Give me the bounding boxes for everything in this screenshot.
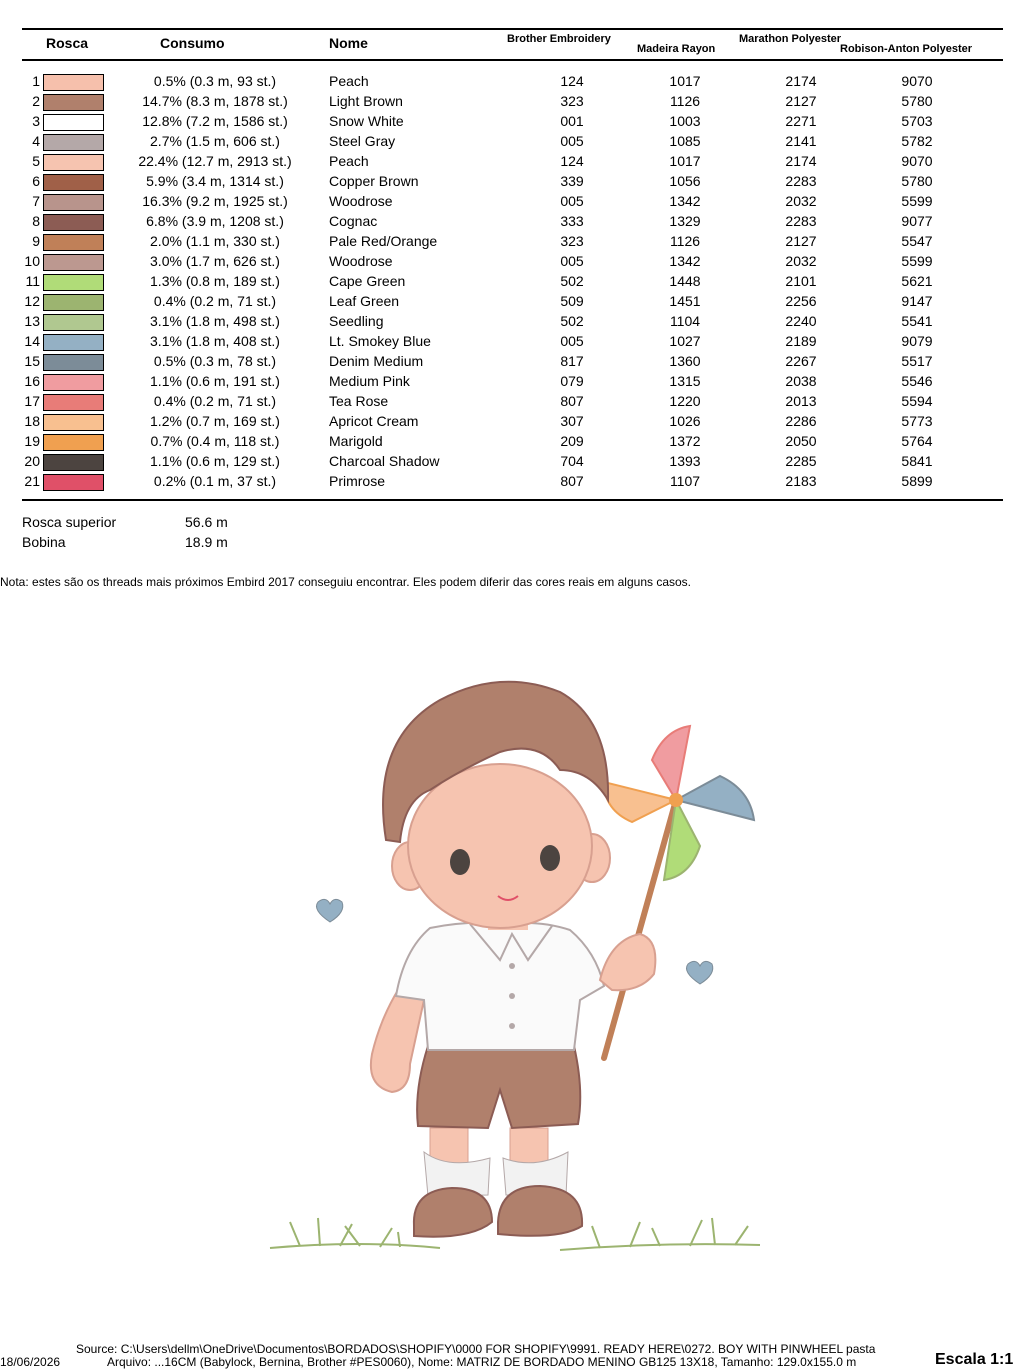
thread-name: Seedling	[329, 313, 384, 329]
thread-number: 20	[24, 453, 40, 469]
thread-robison: 5599	[901, 193, 933, 209]
thread-number: 8	[32, 213, 40, 229]
thread-name: Peach	[329, 73, 369, 89]
thread-number: 9	[32, 233, 40, 249]
header-consumo: Consumo	[160, 35, 225, 51]
right-shoe	[498, 1186, 582, 1236]
thread-marathon: 2240	[785, 313, 817, 329]
thread-number: 17	[24, 393, 40, 409]
thread-number: 4	[32, 133, 40, 149]
thread-robison: 9077	[901, 213, 933, 229]
thread-robison: 9079	[901, 333, 933, 349]
thread-consumo: 1.2% (0.7 m, 169 st.)	[150, 413, 280, 429]
thread-name: Tea Rose	[329, 393, 389, 409]
thread-marathon: 2141	[785, 133, 817, 149]
pinwheel-blade-green	[664, 800, 700, 880]
thread-consumo: 2.7% (1.5 m, 606 st.)	[150, 133, 280, 149]
thread-brother: 323	[560, 233, 584, 249]
thread-brother: 209	[560, 433, 584, 449]
thread-robison: 5780	[901, 173, 933, 189]
thread-madeira: 1003	[669, 113, 701, 129]
thread-brother: 124	[560, 73, 584, 89]
thread-brother: 307	[560, 413, 584, 429]
thread-name: Primrose	[329, 473, 386, 489]
thread-number: 12	[24, 293, 40, 309]
thread-madeira: 1085	[669, 133, 701, 149]
thread-consumo: 6.8% (3.9 m, 1208 st.)	[146, 213, 284, 229]
thread-brother: 005	[560, 193, 584, 209]
thread-name: Woodrose	[329, 193, 393, 209]
thread-madeira: 1027	[669, 333, 701, 349]
thread-madeira: 1104	[669, 313, 701, 329]
thread-madeira: 1056	[669, 173, 701, 189]
thread-robison: 5541	[901, 313, 933, 329]
thread-consumo: 5.9% (3.4 m, 1314 st.)	[146, 173, 284, 189]
thread-name: Copper Brown	[329, 173, 419, 189]
thread-consumo: 1.3% (0.8 m, 189 st.)	[150, 273, 280, 289]
bobina-value: 18.9 m	[185, 534, 228, 550]
thread-robison: 9070	[901, 73, 933, 89]
scale-label: Escala 1:1	[935, 1351, 1014, 1368]
thread-number: 16	[24, 373, 40, 389]
thread-madeira: 1220	[669, 393, 701, 409]
thread-brother: 339	[560, 173, 584, 189]
header-nome: Nome	[329, 35, 368, 51]
thread-madeira: 1329	[669, 213, 701, 229]
shorts	[417, 1046, 580, 1128]
thread-brother: 001	[560, 113, 584, 129]
thread-brother: 502	[560, 273, 584, 289]
thread-madeira: 1315	[669, 373, 701, 389]
thread-consumo: 3.0% (1.7 m, 626 st.)	[150, 253, 280, 269]
thread-marathon: 2127	[785, 233, 817, 249]
thread-marathon: 2174	[785, 73, 817, 89]
left-arm	[371, 990, 424, 1092]
thread-marathon: 2038	[785, 373, 817, 389]
thread-name: Peach	[329, 153, 369, 169]
thread-robison: 5599	[901, 253, 933, 269]
thread-name: Lt. Smokey Blue	[329, 333, 431, 349]
thread-number: 5	[32, 153, 40, 169]
left-eye	[450, 849, 470, 875]
thread-robison: 5517	[901, 353, 933, 369]
thread-robison: 9147	[901, 293, 933, 309]
thread-madeira: 1360	[669, 353, 701, 369]
left-shoe	[414, 1188, 492, 1237]
thread-number: 1	[32, 73, 40, 89]
thread-madeira: 1026	[669, 413, 701, 429]
header-madeira: Madeira Rayon	[637, 43, 716, 55]
thread-marathon: 2032	[785, 193, 817, 209]
thread-marathon: 2283	[785, 213, 817, 229]
thread-name: Woodrose	[329, 253, 393, 269]
thread-consumo: 1.1% (0.6 m, 191 st.)	[150, 373, 280, 389]
thread-robison: 5703	[901, 113, 933, 129]
thread-marathon: 2285	[785, 453, 817, 469]
thread-brother: 502	[560, 313, 584, 329]
thread-number: 13	[24, 313, 40, 329]
thread-number: 3	[32, 113, 40, 129]
thread-number: 21	[24, 473, 40, 489]
heart-right	[687, 961, 713, 984]
thread-consumo: 16.3% (9.2 m, 1925 st.)	[142, 193, 288, 209]
thread-consumo: 0.5% (0.3 m, 93 st.)	[153, 73, 277, 89]
thread-consumo: 3.1% (1.8 m, 408 st.)	[150, 333, 280, 349]
thread-marathon: 2267	[785, 353, 817, 369]
thread-name: Steel Gray	[329, 133, 396, 149]
header-brother: Brother Embroidery	[507, 33, 611, 45]
thread-number: 19	[24, 433, 40, 449]
thread-name: Denim Medium	[329, 353, 424, 369]
thread-madeira: 1372	[669, 433, 701, 449]
thread-brother: 005	[560, 133, 584, 149]
thread-robison: 5899	[901, 473, 933, 489]
thread-consumo: 0.7% (0.4 m, 118 st.)	[150, 433, 280, 449]
thread-brother: 509	[560, 293, 584, 309]
thread-consumo: 14.7% (8.3 m, 1878 st.)	[142, 93, 288, 109]
thread-robison: 5621	[901, 273, 933, 289]
thread-consumo: 22.4% (12.7 m, 2913 st.)	[138, 153, 292, 169]
thread-note: Nota: estes são os threads mais próximos Embird 2017 conseguiu encontrar. Eles podem diferir das cores reais em alguns casos.	[0, 575, 692, 589]
thread-brother: 323	[560, 93, 584, 109]
pinwheel-blade-orange	[604, 782, 676, 822]
heart-left	[317, 899, 343, 922]
shirt	[396, 923, 604, 1050]
thread-number: 2	[32, 93, 40, 109]
thread-robison: 5547	[901, 233, 933, 249]
thread-name: Marigold	[329, 433, 383, 449]
thread-madeira: 1017	[669, 73, 701, 89]
thread-consumo: 3.1% (1.8 m, 498 st.)	[150, 313, 280, 329]
thread-madeira: 1107	[669, 473, 701, 489]
thread-number: 7	[32, 193, 40, 209]
pinwheel-stick	[604, 800, 676, 1058]
right-eye	[540, 845, 560, 871]
right-leg	[510, 1128, 548, 1164]
thread-marathon: 2286	[785, 413, 817, 429]
thread-robison: 5782	[901, 133, 933, 149]
thread-consumo: 12.8% (7.2 m, 1586 st.)	[142, 113, 288, 129]
thread-number: 18	[24, 413, 40, 429]
thread-brother: 817	[560, 353, 584, 369]
thread-madeira: 1126	[669, 233, 701, 249]
thread-number: 6	[32, 173, 40, 189]
thread-brother: 333	[560, 213, 584, 229]
thread-consumo: 0.2% (0.1 m, 37 st.)	[153, 473, 277, 489]
thread-marathon: 2127	[785, 93, 817, 109]
thread-madeira: 1451	[669, 293, 701, 309]
thread-brother: 079	[560, 373, 584, 389]
thread-marathon: 2050	[785, 433, 817, 449]
header-marathon: Marathon Polyester	[739, 33, 842, 45]
thread-marathon: 2101	[785, 273, 817, 289]
thread-brother: 807	[560, 473, 584, 489]
thread-madeira: 1393	[669, 453, 701, 469]
thread-name: Charcoal Shadow	[329, 453, 440, 469]
thread-name: Apricot Cream	[329, 413, 419, 429]
thread-marathon: 2032	[785, 253, 817, 269]
thread-consumo: 0.4% (0.2 m, 71 st.)	[153, 393, 277, 409]
footer-arquivo: Arquivo: ...16CM (Babylock, Bernina, Brother #PES0060), Nome: MATRIZ DE BORDADO MENINO GB125 13X18, Tamanho: 129.0x155.0 m	[107, 1355, 857, 1369]
thread-number: 15	[24, 353, 40, 369]
thread-robison: 9070	[901, 153, 933, 169]
thread-consumo: 0.5% (0.3 m, 78 st.)	[153, 353, 277, 369]
thread-madeira: 1126	[669, 93, 701, 109]
face	[408, 764, 592, 928]
thread-marathon: 2283	[785, 173, 817, 189]
thread-robison: 5764	[901, 433, 933, 449]
thread-name: Light Brown	[329, 93, 403, 109]
thread-robison: 5841	[901, 453, 933, 469]
thread-brother: 005	[560, 333, 584, 349]
thread-madeira: 1342	[669, 253, 701, 269]
thread-consumo: 2.0% (1.1 m, 330 st.)	[150, 233, 280, 249]
rosca-superior-value: 56.6 m	[185, 514, 228, 530]
thread-marathon: 2256	[785, 293, 817, 309]
thread-madeira: 1342	[669, 193, 701, 209]
thread-marathon: 2271	[785, 113, 817, 129]
thread-number: 11	[25, 273, 40, 289]
thread-marathon: 2183	[785, 473, 817, 489]
thread-number: 10	[24, 253, 40, 269]
thread-marathon: 2174	[785, 153, 817, 169]
pinwheel-blade-pink	[652, 726, 690, 800]
thread-name: Cape Green	[329, 273, 406, 289]
thread-name: Pale Red/Orange	[329, 233, 438, 249]
thread-madeira: 1017	[669, 153, 701, 169]
header-robison: Robison-Anton Polyester	[840, 43, 973, 55]
thread-robison: 5594	[901, 393, 933, 409]
right-hand	[600, 934, 655, 990]
thread-brother: 704	[560, 453, 584, 469]
thread-name: Leaf Green	[329, 293, 400, 309]
rosca-superior-label: Rosca superior	[22, 514, 117, 530]
header-rosca: Rosca	[46, 35, 89, 51]
thread-brother: 807	[560, 393, 584, 409]
footer-source: Source: C:\Users\dellm\OneDrive\Documentos\BORDADOS\SHOPIFY\0000 FOR SHOPIFY\9991. READY HERE\0272. BOY WITH PINWHEEL pasta	[76, 1342, 876, 1356]
thread-number: 14	[24, 333, 40, 349]
thread-robison: 5773	[901, 413, 933, 429]
pinwheel-blade-blue	[676, 776, 754, 820]
bobina-label: Bobina	[22, 534, 66, 550]
thread-madeira: 1448	[669, 273, 701, 289]
thread-name: Cognac	[329, 213, 378, 229]
thread-name: Medium Pink	[329, 373, 410, 389]
footer-date: 18/06/2026	[0, 1355, 61, 1369]
thread-consumo: 0.4% (0.2 m, 71 st.)	[153, 293, 277, 309]
thread-consumo: 1.1% (0.6 m, 129 st.)	[150, 453, 280, 469]
pinwheel-center	[669, 793, 683, 807]
thread-marathon: 2013	[785, 393, 817, 409]
thread-brother: 005	[560, 253, 584, 269]
thread-robison: 5546	[901, 373, 933, 389]
thread-name: Snow White	[329, 113, 404, 129]
thread-marathon: 2189	[785, 333, 817, 349]
thread-brother: 124	[560, 153, 584, 169]
thread-robison: 5780	[901, 93, 933, 109]
